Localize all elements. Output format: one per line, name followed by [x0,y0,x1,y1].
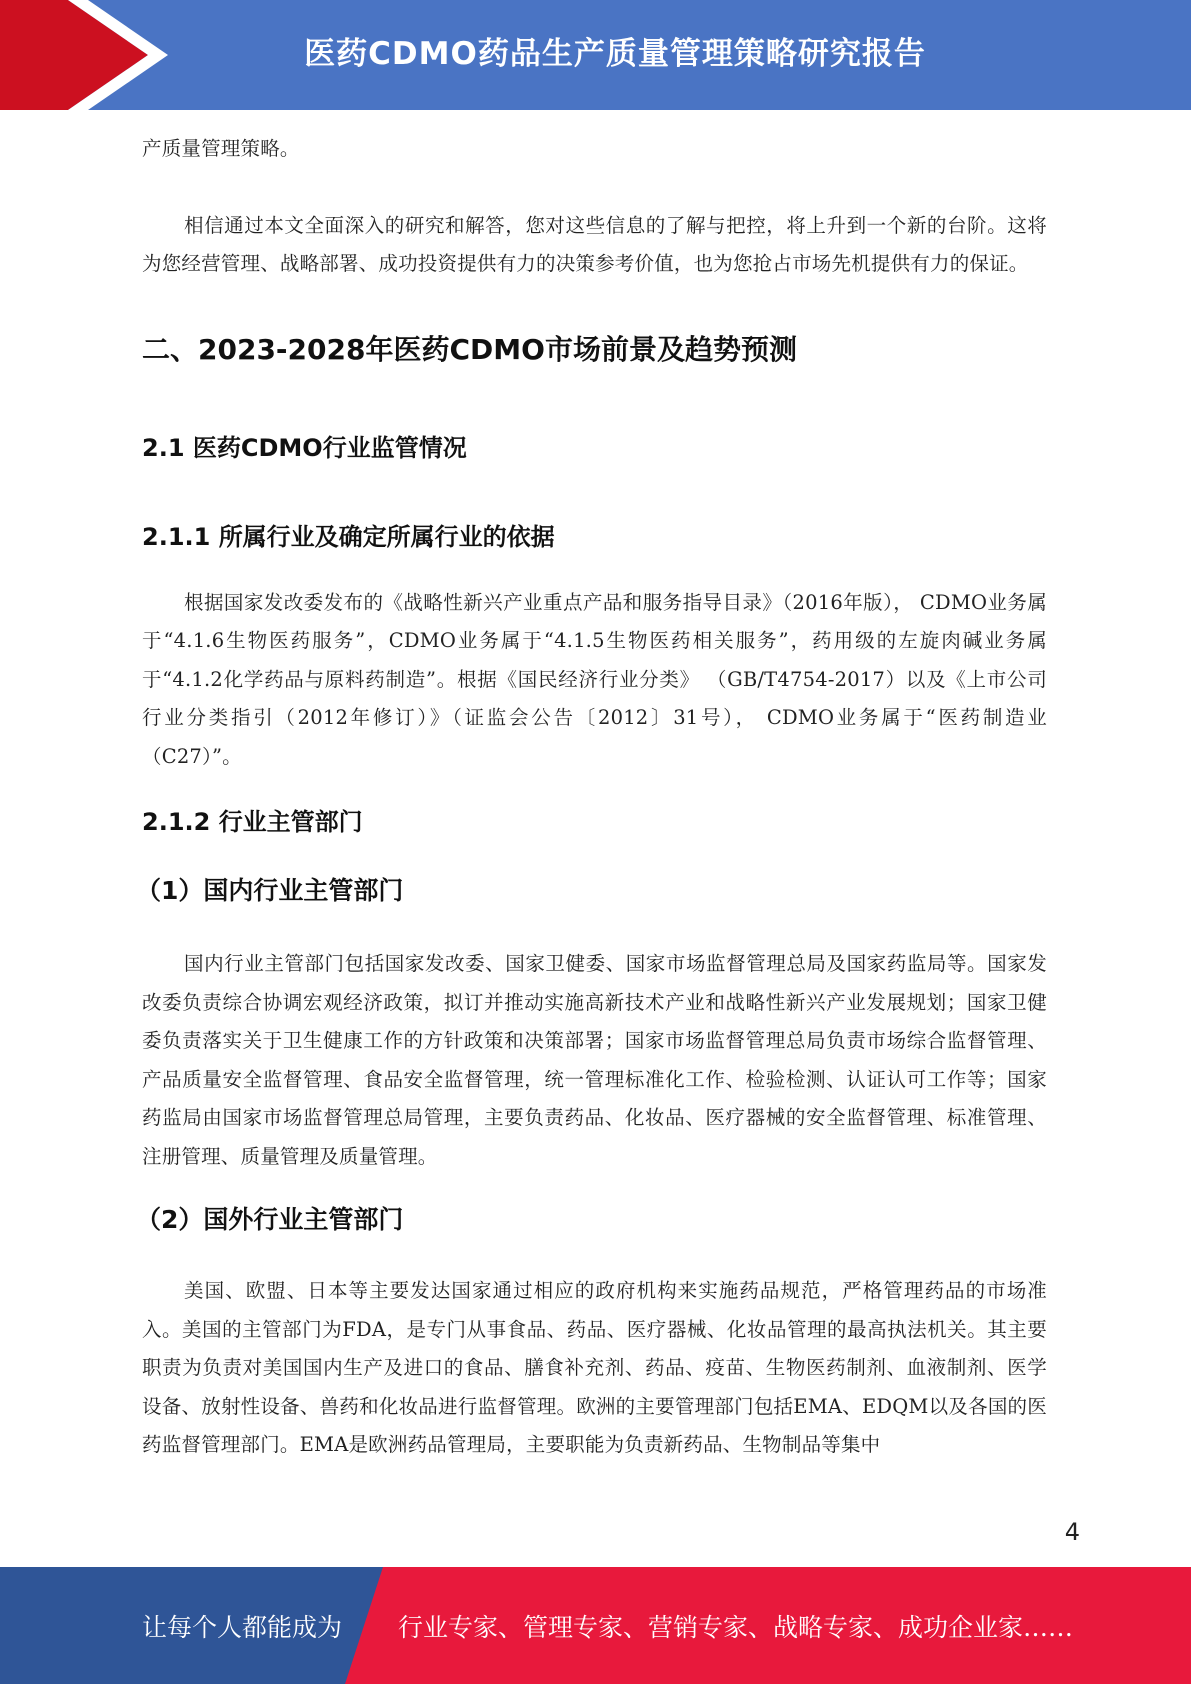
section-heading-2: 二、2023-2028年医药CDMO市场前景及趋势预测 [142,332,797,366]
paragraph-2-1-1: 根据国家发改委发布的《战略性新兴产业重点产品和服务指导目录》（2016年版）， CDMO业务属于“4.1.6生物医药服务”，CDMO业务属于“4.1.5生物医药相关服务”，药用级的左旋肉碱业务属于“4.1.2化学药品与原料药制造”。根据《国民经济行业分类》 （GB/T4754-2017）以及《上市公司行业分类指引（2012年修订）》（证监会公告〔2012〕31号）， CDMO业务属于“医药制造业（C27）”。 [142,590,1047,768]
subsection-heading-2-1: 2.1 医药CDMO行业监管情况 [142,433,467,462]
heading-domestic-authorities: （1）国内行业主管部门 [136,876,404,905]
paragraph-domestic: 国内行业主管部门包括国家发改委、国家卫健委、国家市场监督管理总局及国家药监局等。国家发改委负责综合协调宏观经济政策，拟订并推动实施高新技术产业和战略性新兴产业发展规划；国家卫健委负责落实关于卫生健康工作的方针政策和决策部署；国家市场监督管理总局负责市场综合监督管理、产品质量安全监督管理、食品安全监督管理，统一管理标准化工作、检验检测、认证认可工作等；国家药监局由国家市场监督管理总局管理，主要负责药品、化妆品、医疗器械的安全监督管理、标准管理、注册管理、质量管理及质量管理。 [142,952,1047,1168]
subsection-heading-2-1-1: 2.1.1 所属行业及确定所属行业的依据 [142,522,555,551]
subsection-heading-2-1-2: 2.1.2 行业主管部门 [142,808,363,836]
paragraph-continuation: 产质量管理策略。 [142,137,300,160]
report-title: 医药CDMO药品生产质量管理策略研究报告 [304,35,926,72]
footer-slogan-left: 让每个人都能成为 [142,1612,343,1642]
page-content [136,130,1047,1465]
header-banner [0,0,1191,110]
page-number: 4 [1064,1518,1080,1546]
paragraph-foreign: 美国、欧盟、日本等主要发达国家通过相应的政府机构来实施药品规范，严格管理药品的市场准入。美国的主管部门为FDA，是专门从事食品、药品、医疗器械、化妆品管理的最高执法机关。其主要职责为负责对美国国内生产及进口的食品、膳食补充剂、药品、疫苗、生物医药制剂、血液制剂、医学设备、放射性设备、兽药和化妆品进行监督管理。欧洲的主要管理部门包括EMA、EDQM以及各国的医药监督管理部门。EMA是欧洲药品管理局，主要职能为负责新药品、生物制品等集中 [142,1279,1047,1456]
paragraph-intro: 相信通过本文全面深入的研究和解答，您对这些信息的了解与把控，将上升到一个新的台阶。这将为您经营管理、战略部署、成功投资提供有力的决策参考价值，也为您抢占市场先机提供有力的保证。 [142,213,1047,275]
footer-slogan-right: 行业专家、管理专家、营销专家、战略专家、成功企业家…… [398,1612,1074,1642]
heading-foreign-authorities: （2）国外行业主管部门 [136,1205,404,1234]
